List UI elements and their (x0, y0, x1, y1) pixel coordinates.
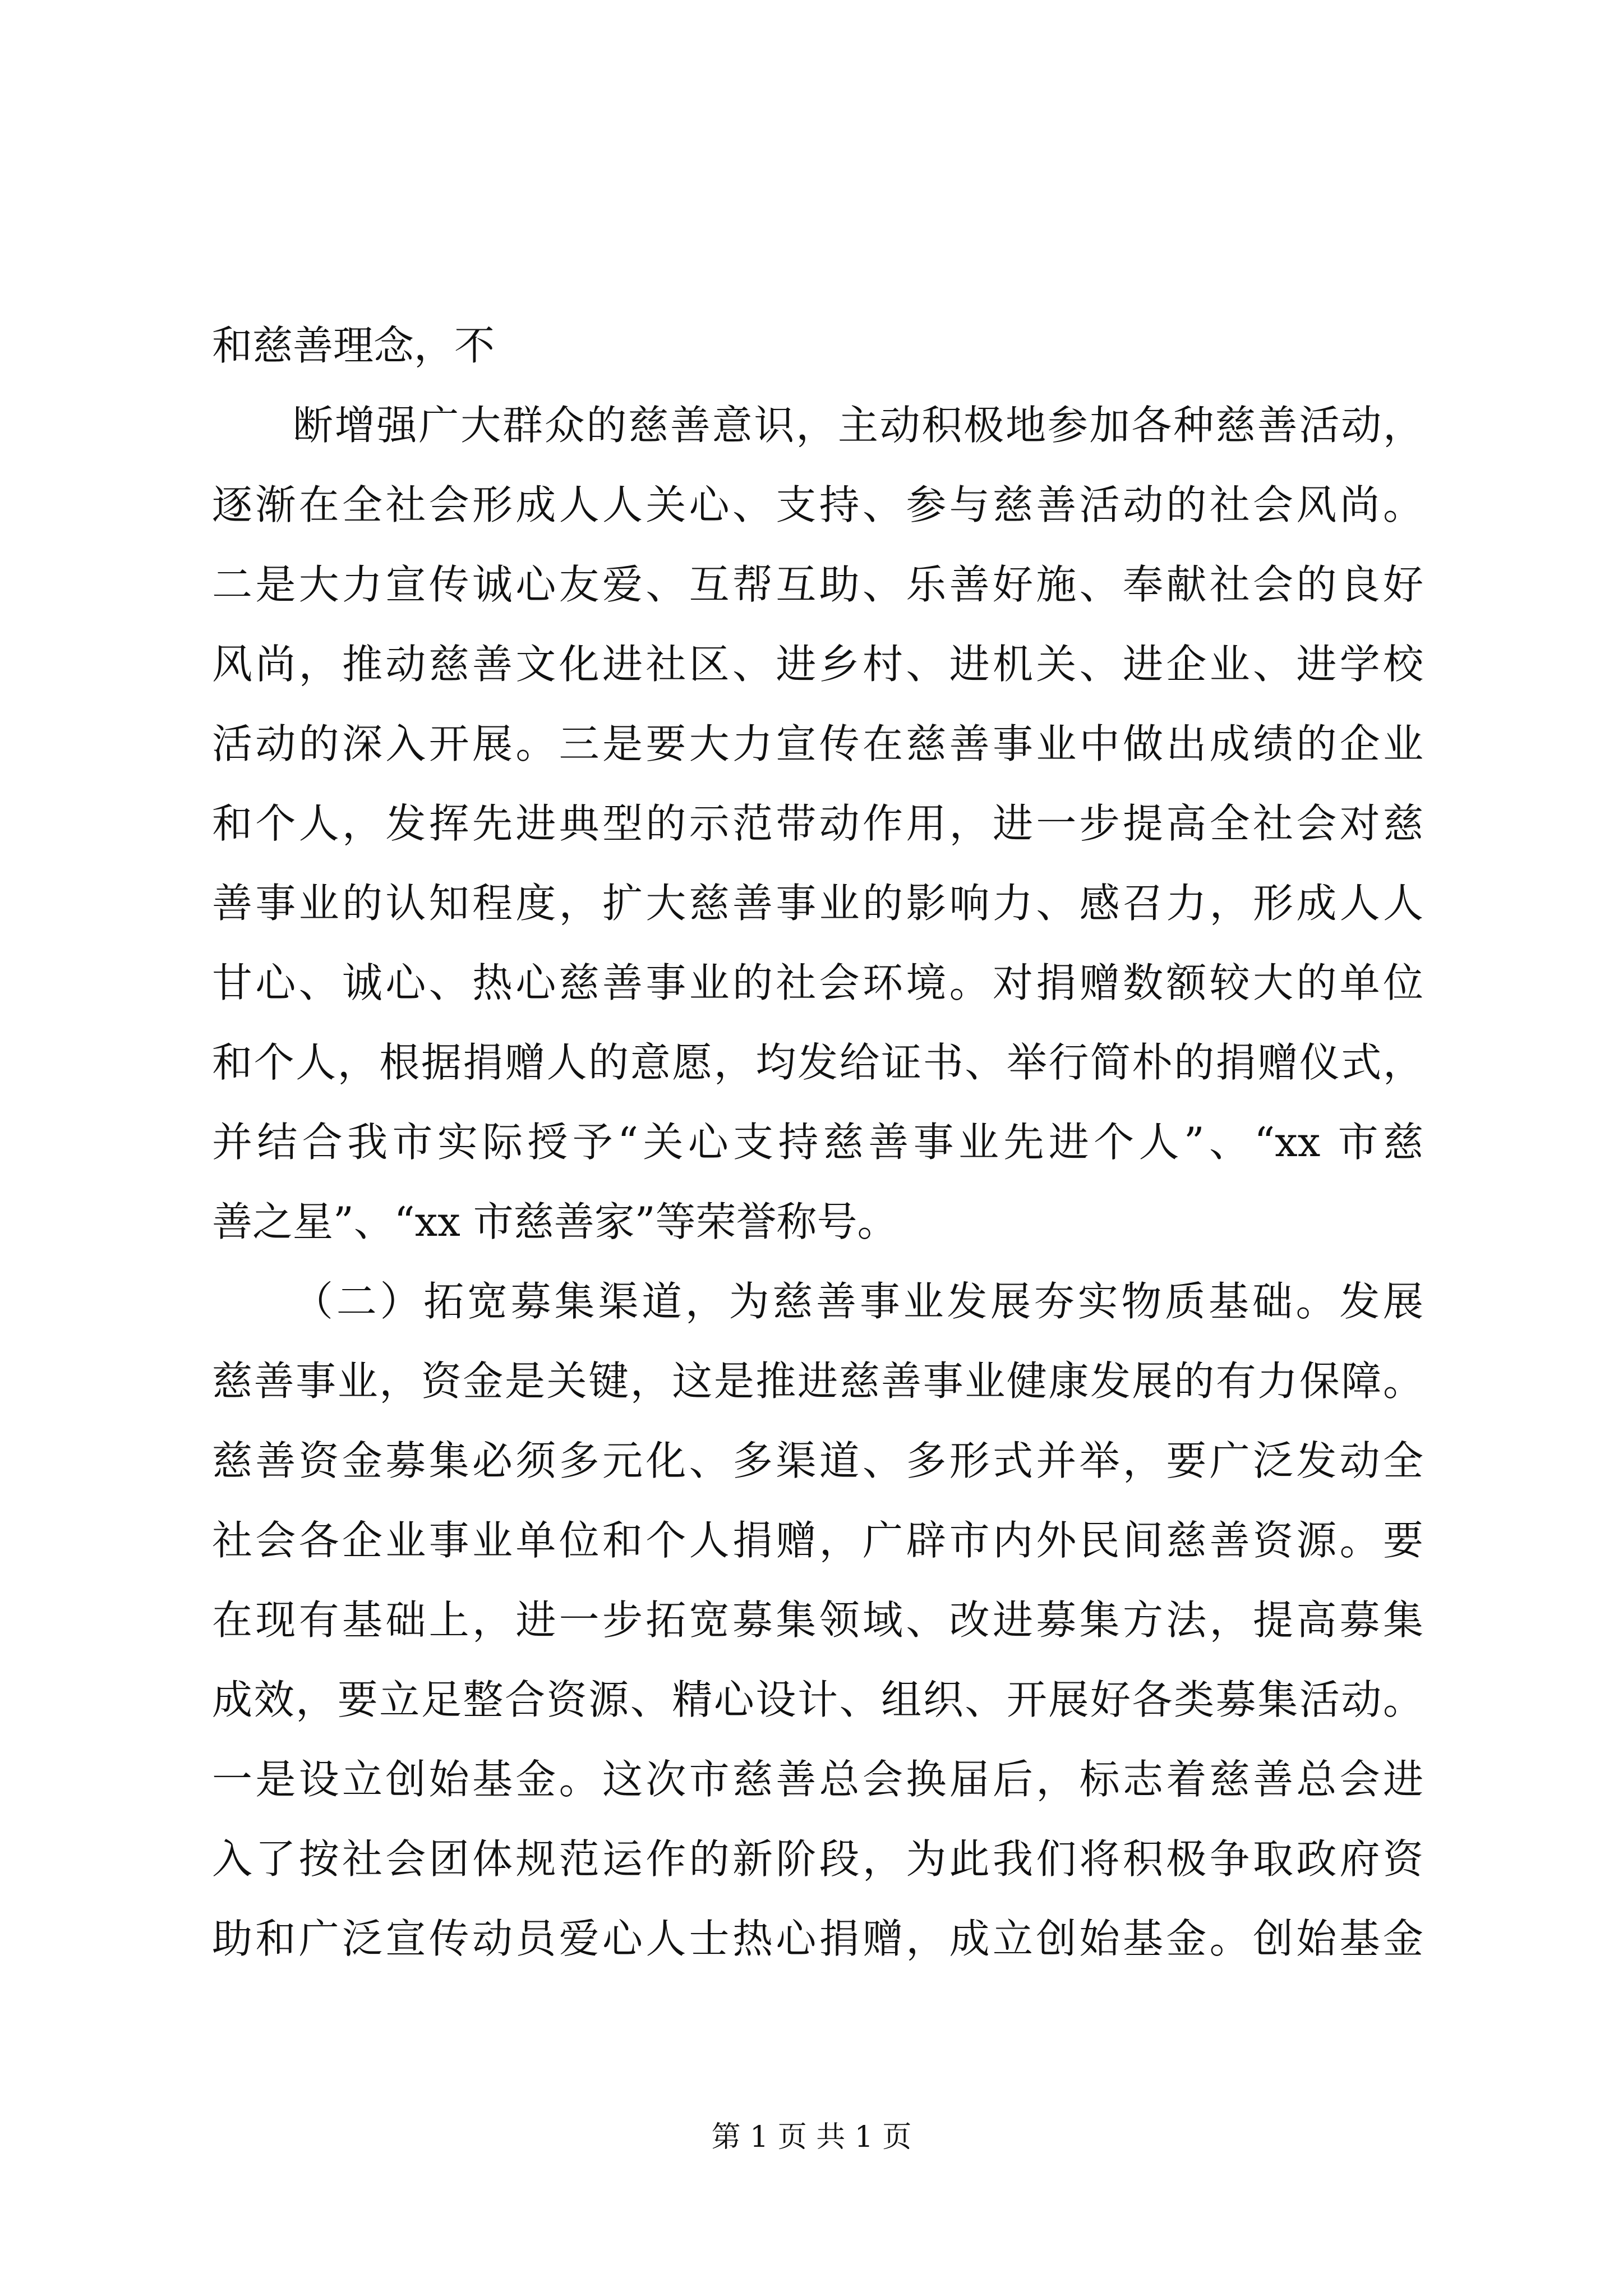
text-line: 活动的深入开展。三是要大力宣传在慈善事业中做出成绩的企业 (212, 720, 1423, 767)
text-line: 并结合我市实际授予“关心支持慈善事业先进个人”、“xx 市慈 (212, 1119, 1423, 1166)
text-line: 一是设立创始基金。这次市慈善总会换届后，标志着慈善总会进 (212, 1756, 1423, 1803)
page-footer (0, 2118, 1623, 2157)
text-line: 善之星”、“xx 市慈善家”等荣誉称号。 (212, 1198, 898, 1245)
text-line: 和个人，根据捐赠人的意愿，均发给证书、举行简朴的捐赠仪式， (212, 1039, 1423, 1086)
text-line: 入了按社会团体规范运作的新阶段，为此我们将积极争取政府资 (212, 1835, 1423, 1883)
text-line: 慈善资金募集必须多元化、多渠道、多形式并举，要广泛发动全 (212, 1437, 1423, 1484)
text-line: 社会各企业事业单位和个人捐赠，广辟市内外民间慈善资源。要 (212, 1517, 1423, 1564)
text-line: 甘心、诚心、热心慈善事业的社会环境。对捐赠数额较大的单位 (212, 959, 1423, 1006)
text-line: 成效，要立足整合资源、精心设计、组织、开展好各类募集活动。 (212, 1676, 1423, 1723)
text-line: 助和广泛宣传动员爱心人士热心捐赠，成立创始基金。创始基金 (212, 1915, 1423, 1962)
text-line: 和慈善理念，不 (212, 322, 495, 369)
text-line: 善事业的认知程度，扩大慈善事业的影响力、感召力，形成人人 (212, 880, 1423, 927)
text-line: 风尚，推动慈善文化进社区、进乡村、进机关、进企业、进学校 (212, 641, 1423, 688)
text-line: 逐渐在全社会形成人人关心、支持、参与慈善活动的社会风尚。 (212, 481, 1423, 528)
text-line: （二）拓宽募集渠道，为慈善事业发展夯实物质基础。发展 (293, 1278, 1423, 1325)
text-line: 和个人，发挥先进典型的示范带动作用，进一步提高全社会对慈 (212, 800, 1423, 847)
page-number-label: 第 1 页 共 1 页 (711, 2120, 912, 2154)
document-body (212, 306, 1423, 1978)
text-line: 二是大力宣传诚心友爱、互帮互助、乐善好施、奉献社会的良好 (212, 561, 1423, 608)
text-line: 断增强广大群众的慈善意识，主动积极地参加各种慈善活动， (293, 402, 1423, 449)
text-line: 在现有基础上，进一步拓宽募集领域、改进募集方法，提高募集 (212, 1596, 1423, 1644)
text-line: 慈善事业，资金是关键，这是推进慈善事业健康发展的有力保障。 (212, 1358, 1423, 1405)
